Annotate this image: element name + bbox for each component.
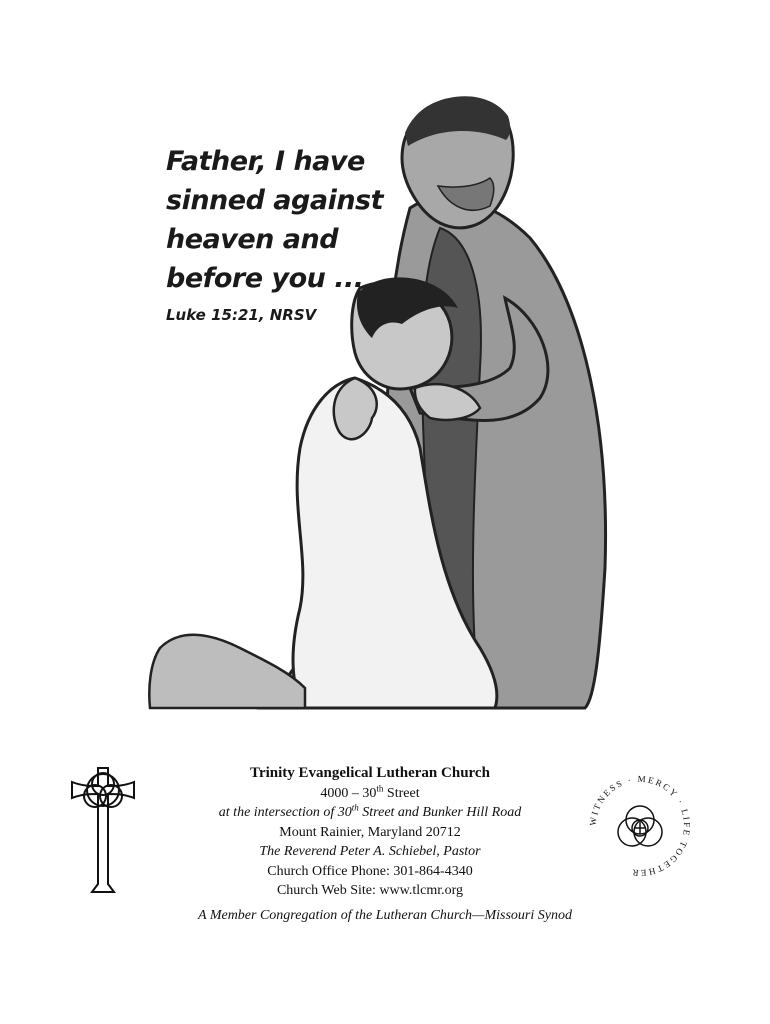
lcms-seal-icon [586,772,694,880]
member-congregation-line: A Member Congregation of the Lutheran Church—Missouri Synod [198,908,572,923]
quote-line: Father, I have [166,146,365,177]
quote-line: before you ... [166,263,364,294]
church-pastor: The Reverend Peter A. Schiebel, Pastor [259,844,481,859]
church-street: 4000 – 30th Street [320,782,420,801]
church-info [170,764,570,901]
scripture-citation: Luke 15:21, NRSV [166,306,317,324]
church-phone: Church Office Phone: 301-864-4340 [267,863,473,879]
church-website: Church Web Site: www.tlcmr.org [276,883,464,898]
quote-line: sinned against [166,185,384,216]
church-city: Mount Rainier, Maryland 20712 [279,824,461,840]
scripture-quote [166,142,416,298]
celtic-cross-icon [68,764,138,896]
quote-line: heaven and [166,224,339,255]
seal-text: WITNESS · MERCY · LIFE TOGETHER [587,773,693,879]
church-intersection: at the intersection of 30th Street and Bunker Hill Road [218,802,522,820]
church-name: Trinity Evangelical Lutheran Church [250,765,490,781]
